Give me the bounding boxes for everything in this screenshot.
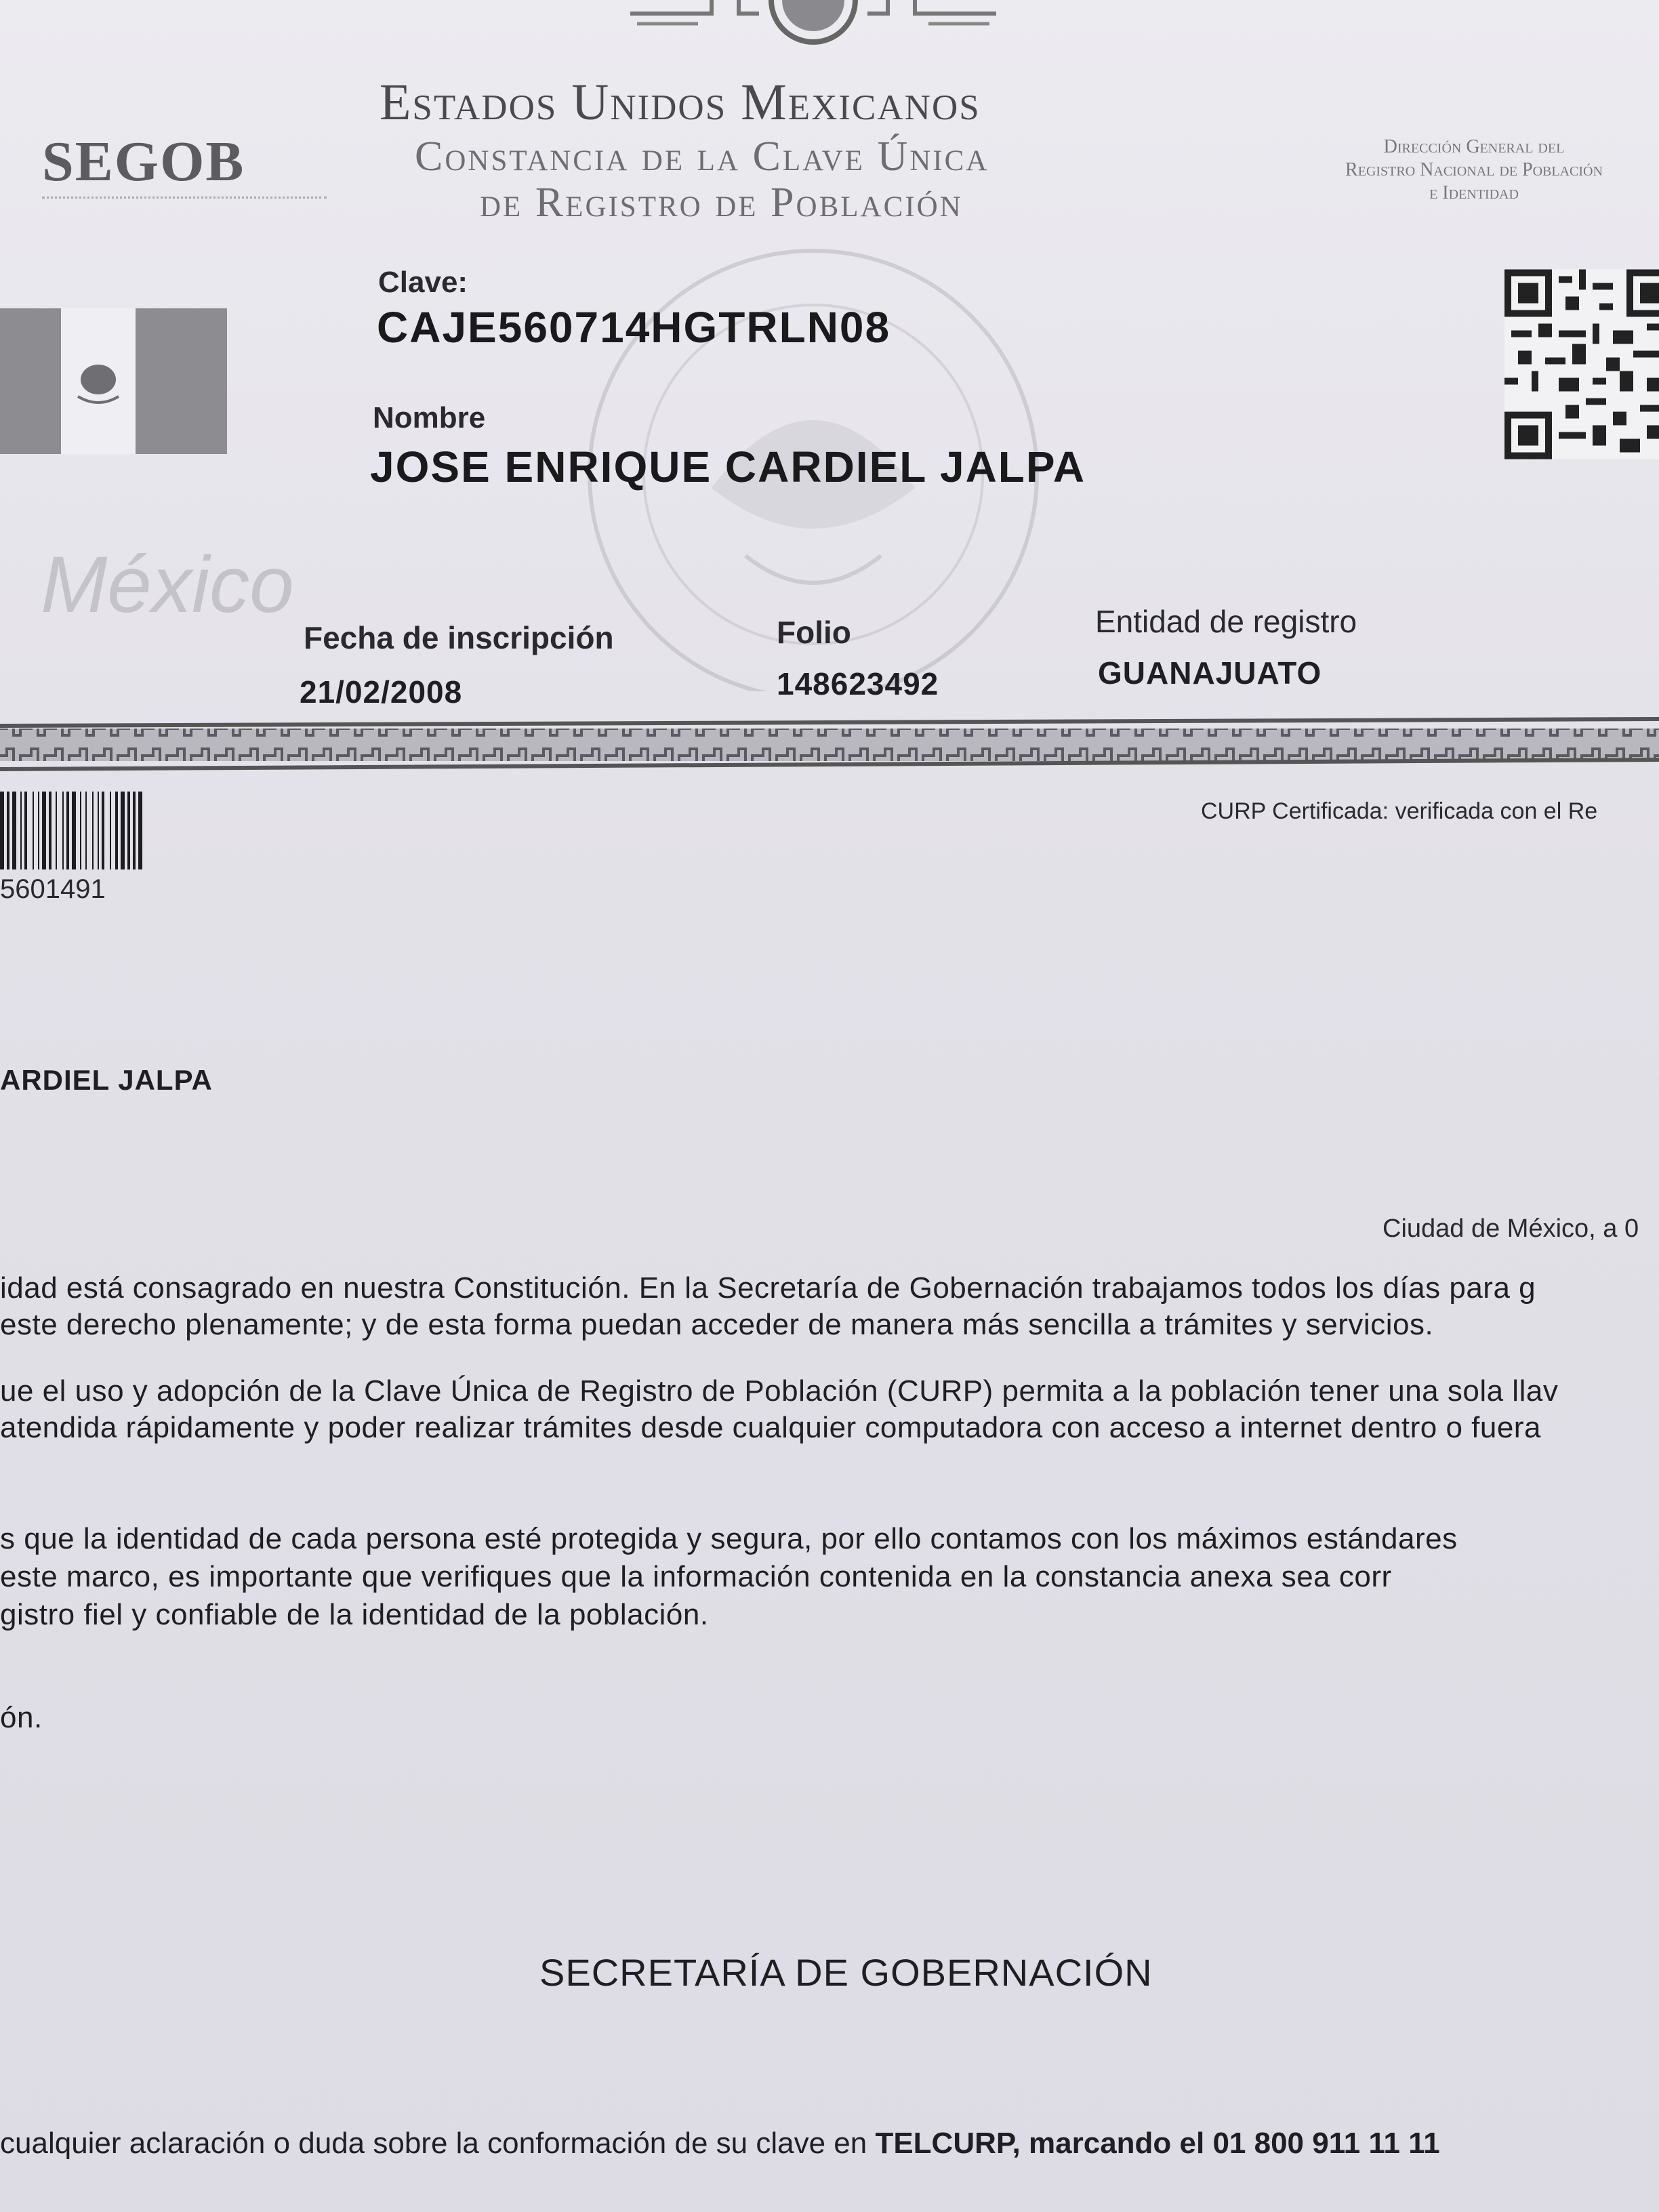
city-date: Ciudad de México, a 0 xyxy=(1382,1214,1639,1243)
curp-certificada-text: CURP Certificada: verificada con el Re xyxy=(1201,798,1598,824)
mexico-watermark-text: México xyxy=(41,540,294,630)
direction-line-2: Registro Nacional de Población xyxy=(1345,159,1603,180)
clave-label: Clave: xyxy=(378,266,468,299)
footer-contact-phone: TELCURP, marcando el 01 800 911 11 11 xyxy=(875,2127,1440,2160)
segob-logo: SEGOB xyxy=(42,130,245,193)
nombre-value: JOSE ENRIQUE CARDIEL JALPA xyxy=(370,443,1086,491)
flag-eagle-icon xyxy=(64,349,132,410)
document-title-constancia: Constancia de la Clave Única xyxy=(415,134,989,180)
folio-label: Folio xyxy=(777,615,851,650)
folio-value: 148623492 xyxy=(777,666,939,701)
decorative-border-band xyxy=(0,715,1659,777)
flag-stripe-right xyxy=(136,308,227,454)
paragraph-2-line-2: atendida rápidamente y poder realizar trámites desde cualquier computadora con acceso a internet dentro o fuera xyxy=(0,1411,1541,1444)
footer-contact-text xyxy=(0,2127,1440,2160)
barcode-number: 5601491 xyxy=(0,874,106,904)
nombre-label: Nombre xyxy=(373,401,486,434)
direction-line-1: Dirección General del xyxy=(1383,136,1565,157)
recipient-name: ARDIEL JALPA xyxy=(0,1064,213,1096)
direction-general-label xyxy=(1274,136,1659,205)
entidad-registro-label: Entidad de registro xyxy=(1095,604,1357,639)
footer-contact-regular: cualquier aclaración o duda sobre la conformación de su clave en xyxy=(0,2127,876,2160)
paragraph-1-line-2: este derecho plenamente; y de esta forma puedan acceder de manera más sencilla a trámites y servicios. xyxy=(0,1308,1434,1341)
clave-value: CAJE560714HGTRLN08 xyxy=(377,303,891,352)
paragraph-4-line-1: ón. xyxy=(0,1701,43,1734)
paragraph-3-line-3: gistro fiel y confiable de la identidad de la población. xyxy=(0,1598,709,1631)
fecha-inscripcion-value: 21/02/2008 xyxy=(300,674,463,710)
paragraph-3-line-2: este marco, es importante que verifiques que la información contenida en la constancia anexa sea corr xyxy=(0,1560,1392,1593)
footer-secretaria-title: SECRETARÍA DE GOBERNACIÓN xyxy=(539,1951,1153,1994)
paragraph-3-line-1: s que la identidad de cada persona esté protegida y segura, por ello contamos con los máximos estándares xyxy=(0,1522,1458,1555)
entidad-registro-value: GUANAJUATO xyxy=(1098,655,1322,691)
barcode xyxy=(0,792,220,869)
paragraph-1-line-1: idad está consagrado en nuestra Constitución. En la Secretaría de Gobernación trabajamos todos los días para g xyxy=(0,1271,1536,1305)
paragraph-2-line-1: ue el uso y adopción de la Clave Única de Registro de Población (CURP) permita a la población tener una sola llav xyxy=(0,1374,1559,1408)
national-emblem-icon xyxy=(623,0,1003,68)
flag-stripe-left xyxy=(0,308,61,454)
document-title-country: Estados Unidos Mexicanos xyxy=(380,74,981,131)
document-title-registro: de Registro de Población xyxy=(480,180,963,226)
direction-line-3: e Identidad xyxy=(1429,182,1519,203)
segob-logo-subtitle xyxy=(42,197,327,201)
fecha-inscripcion-label: Fecha de inscripción xyxy=(304,620,614,655)
qr-code xyxy=(1504,268,1659,461)
